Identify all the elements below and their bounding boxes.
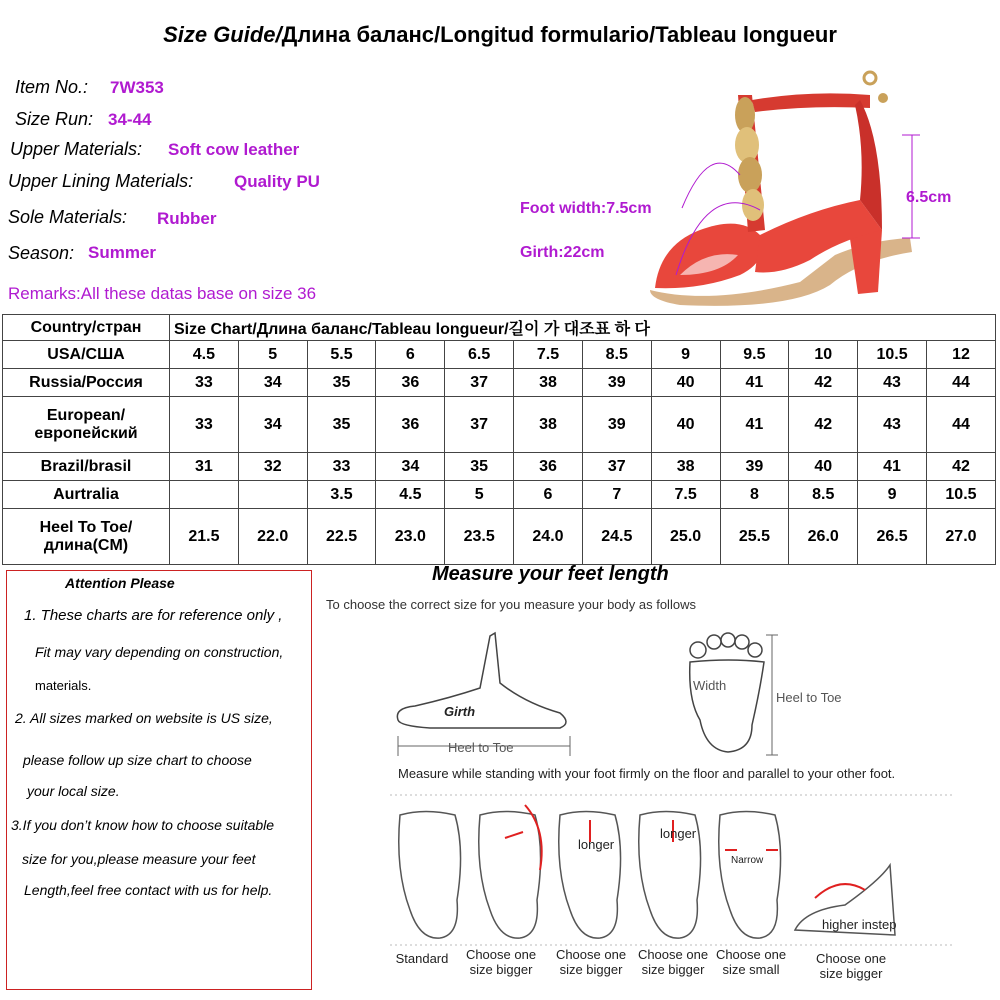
table-cell: 6 xyxy=(514,481,583,509)
table-cell: 35 xyxy=(307,369,376,397)
measure-instruction: Measure while standing with your foot firmly on the floor and parallel to your other foot. xyxy=(398,766,896,781)
table-cell: 35 xyxy=(445,453,514,481)
attention-line: Length,feel free contact with us for help. xyxy=(24,882,273,898)
narrow-label: Narrow xyxy=(731,855,764,866)
spec-label-lining: Upper Lining Materials: xyxy=(8,171,194,191)
table-cell: 9.5 xyxy=(720,341,789,369)
table-cell: 24.0 xyxy=(514,509,583,565)
attention-line: please follow up size chart to choose xyxy=(23,752,252,768)
table-cell: 41 xyxy=(720,397,789,453)
table-cell: 12 xyxy=(926,341,995,369)
table-cell: 9 xyxy=(651,341,720,369)
attention-line: your local size. xyxy=(27,783,120,799)
table-cell: 38 xyxy=(514,369,583,397)
table-cell: 24.5 xyxy=(582,509,651,565)
table-cell: 34 xyxy=(376,453,445,481)
table-cell: 4.5 xyxy=(376,481,445,509)
table-cell: 36 xyxy=(514,453,583,481)
spec-value-season: Summer xyxy=(88,243,157,262)
spec-value-lining: Quality PU xyxy=(234,172,320,191)
table-cell: 7.5 xyxy=(514,341,583,369)
table-cell: 35 xyxy=(307,397,376,453)
table-cell: 44 xyxy=(926,397,995,453)
table-cell: 36 xyxy=(376,369,445,397)
width-label: Width xyxy=(693,678,727,693)
table-cell: 32 xyxy=(238,453,307,481)
heel-to-toe-side-label: Heel to Toe xyxy=(448,740,514,755)
table-cell: 33 xyxy=(307,453,376,481)
table-cell: 23.5 xyxy=(445,509,514,565)
spec-value-sole: Rubber xyxy=(157,209,217,228)
table-cell: 22.5 xyxy=(307,509,376,565)
table-cell: 8.5 xyxy=(789,481,858,509)
table-cell: 6.5 xyxy=(445,341,514,369)
table-cell: 10.5 xyxy=(858,341,927,369)
table-cell: 39 xyxy=(582,397,651,453)
longer-label-1: longer xyxy=(578,837,615,852)
table-cell: 21.5 xyxy=(170,509,239,565)
row-label: Heel To Toe/длина(CM) xyxy=(3,509,170,565)
side-foot-diagram xyxy=(390,628,580,758)
table-cell: 3.5 xyxy=(307,481,376,509)
spec-value-size-run: 34-44 xyxy=(108,110,152,129)
table-cell: 26.5 xyxy=(858,509,927,565)
table-cell: 25.0 xyxy=(651,509,720,565)
table-cell: 27.0 xyxy=(926,509,995,565)
attention-title: Attention Please xyxy=(65,575,175,591)
attention-line: 3.If you don’t know how to choose suitable xyxy=(11,817,275,833)
table-cell: 7.5 xyxy=(651,481,720,509)
table-cell: 43 xyxy=(858,369,927,397)
table-cell: 40 xyxy=(651,397,720,453)
table-cell xyxy=(238,481,307,509)
table-cell: 42 xyxy=(789,397,858,453)
table-row xyxy=(3,509,996,565)
table-cell: 8 xyxy=(720,481,789,509)
foot-width-label: Foot width:7.5cm xyxy=(520,200,652,217)
table-cell: 40 xyxy=(651,369,720,397)
row-label: Aurtralia xyxy=(3,481,170,509)
heel-to-toe-top-label: Heel to Toe xyxy=(776,690,842,705)
table-cell: 44 xyxy=(926,369,995,397)
table-cell: 10 xyxy=(789,341,858,369)
spec-label-item: Item No.: xyxy=(15,77,89,97)
table-cell: 39 xyxy=(720,453,789,481)
table-row xyxy=(3,397,996,453)
caption-standard: Standard xyxy=(395,951,449,966)
caption-6: Choose one size bigger xyxy=(815,951,887,981)
table-cell: 42 xyxy=(926,453,995,481)
table-cell: 36 xyxy=(376,397,445,453)
table-row xyxy=(3,453,996,481)
table-cell: 37 xyxy=(445,397,514,453)
header-country: Country/стран xyxy=(3,315,170,341)
spec-label-sole: Sole Materials: xyxy=(8,207,128,227)
attention-line: 2. All sizes marked on website is US size, xyxy=(15,710,273,726)
table-cell: 42 xyxy=(789,369,858,397)
row-label: USA/США xyxy=(3,341,170,369)
row-label: Brazil/brasil xyxy=(3,453,170,481)
sandal-illustration xyxy=(620,60,960,310)
spec-value-upper: Soft cow leather xyxy=(168,140,300,159)
table-cell: 25.5 xyxy=(720,509,789,565)
table-cell: 37 xyxy=(582,453,651,481)
table-cell: 38 xyxy=(514,397,583,453)
table-cell: 9 xyxy=(858,481,927,509)
table-cell: 5.5 xyxy=(307,341,376,369)
table-cell: 23.0 xyxy=(376,509,445,565)
longer-label-2: longer xyxy=(660,826,697,841)
attention-line: materials. xyxy=(35,678,92,693)
spec-label-season: Season: xyxy=(8,243,75,263)
attention-line: Fit may vary depending on construction, xyxy=(35,644,284,660)
attention-box xyxy=(6,570,312,990)
table-cell xyxy=(170,481,239,509)
heel-height-label: 6.5cm xyxy=(906,189,952,206)
table-cell: 5 xyxy=(445,481,514,509)
caption-3: Choose one size bigger xyxy=(555,947,627,977)
caption-4: Choose one size bigger xyxy=(637,947,709,977)
spec-value-item: 7W353 xyxy=(110,78,164,97)
table-cell: 39 xyxy=(582,369,651,397)
table-cell: 34 xyxy=(238,397,307,453)
table-row xyxy=(3,369,996,397)
table-cell: 34 xyxy=(238,369,307,397)
top-foot-diagram xyxy=(680,630,790,760)
table-row xyxy=(3,341,996,369)
attention-line: size for you,please measure your feet xyxy=(22,851,256,867)
table-cell: 31 xyxy=(170,453,239,481)
row-label: Russia/Россия xyxy=(3,369,170,397)
title-part-2: Длина баланс/Longitud formulario/Tableau longueur xyxy=(281,22,837,47)
higher-instep-label: higher instep xyxy=(822,917,897,932)
table-cell: 26.0 xyxy=(789,509,858,565)
row-label: European/европейский xyxy=(3,397,170,453)
table-cell: 33 xyxy=(170,369,239,397)
table-cell: 38 xyxy=(651,453,720,481)
measure-title: Measure your feet length xyxy=(432,563,669,585)
page-title xyxy=(0,22,1000,48)
table-cell: 41 xyxy=(720,369,789,397)
caption-2: Choose one size bigger xyxy=(465,947,537,977)
spec-label-upper: Upper Materials: xyxy=(10,139,143,159)
table-cell: 10.5 xyxy=(926,481,995,509)
size-chart-table xyxy=(2,314,996,565)
table-cell: 4.5 xyxy=(170,341,239,369)
table-cell: 33 xyxy=(170,397,239,453)
girth-label: Girth:22cm xyxy=(520,244,605,261)
table-cell: 6 xyxy=(376,341,445,369)
table-cell: 8.5 xyxy=(582,341,651,369)
spec-label-size-run: Size Run: xyxy=(15,109,94,129)
table-cell: 40 xyxy=(789,453,858,481)
attention-line: 1. These charts are for reference only , xyxy=(24,607,283,624)
measure-subtitle: To choose the correct size for you measure your body as follows xyxy=(326,597,696,612)
table-cell: 22.0 xyxy=(238,509,307,565)
title-part-1: Size Guide/ xyxy=(163,22,282,47)
table-cell: 7 xyxy=(582,481,651,509)
remarks: Remarks:All these datas base on size 36 xyxy=(8,284,317,303)
caption-5: Choose one size small xyxy=(715,947,787,977)
table-cell: 43 xyxy=(858,397,927,453)
header-size-chart: Size Chart/Длина баланс/Tableau longueur/길이 가 대조표 하 다 xyxy=(170,315,996,341)
table-cell: 5 xyxy=(238,341,307,369)
table-cell: 41 xyxy=(858,453,927,481)
table-row xyxy=(3,481,996,509)
table-cell: 37 xyxy=(445,369,514,397)
table-header-row xyxy=(3,315,996,341)
girth-diagram-label: Girth xyxy=(444,704,476,719)
